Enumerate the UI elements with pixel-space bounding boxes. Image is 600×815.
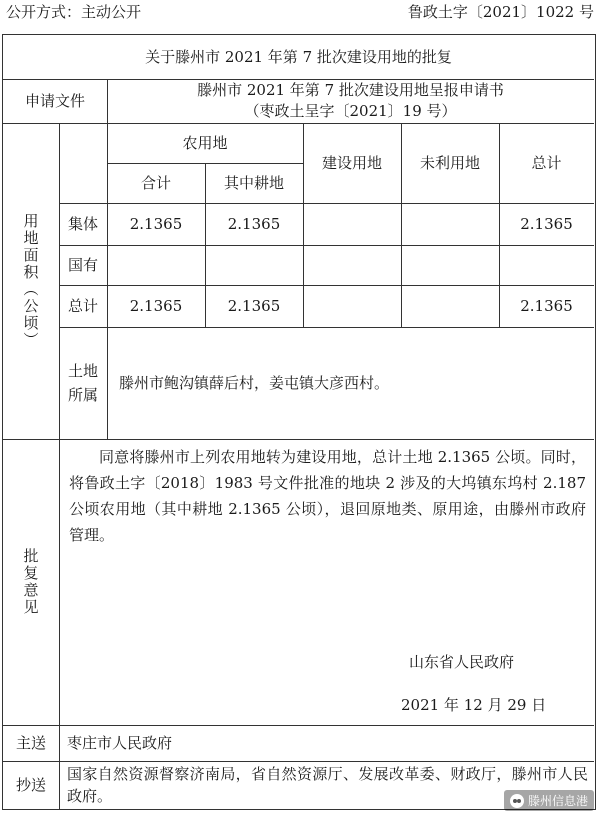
total-unused [401,285,499,327]
application-document [107,79,594,123]
total-construction [303,285,401,327]
document-number: 鲁政土字〔2021〕1022 号 [407,3,594,21]
state-unused [401,245,499,285]
col-unused: 未利用地 [419,153,480,172]
application-ref: （枣政土呈字〔2021〕19 号） [244,102,457,120]
col-arable: 其中耕地 [223,173,284,192]
collective-grand: 2.1365 [520,215,573,233]
application-label: 申请文件 [24,91,85,110]
main-send-label: 主送 [15,733,46,752]
watermark [504,790,594,811]
col-grand-total: 总计 [531,153,562,172]
collective-total: 2.1365 [129,215,183,233]
collective-arable: 2.1365 [227,215,281,233]
form-title: 关于滕州市 2021 年第 7 批次建设用地的批复 [145,47,452,66]
rule [205,163,206,327]
land-area-label: 用地面积（公顷） [21,213,40,349]
state-arable [205,245,303,285]
rule [401,123,402,327]
opinion-label: 批复意见 [21,548,40,616]
ownership-value: 滕州市鲍沟镇薛后村，姜屯镇大彦西村。 [119,373,390,392]
row-label-collective: 集体 [67,214,98,233]
col-construction: 建设用地 [321,153,382,172]
rule [59,123,60,809]
approval-form [2,34,596,810]
rule [59,245,594,246]
rule [3,439,594,440]
cc-value: 国家自然资源督察济南局，省自然资源厅、发展改革委、财政厅，滕州市人民政府。 [67,765,588,805]
collective-construction [303,203,401,245]
rule [59,203,594,204]
state-construction [303,245,401,285]
rule [107,123,108,439]
approval-date: 2021 年 12 月 29 日 [401,696,547,714]
rule [59,285,594,286]
watermark-text: 滕州信息港 [527,794,588,808]
rule [3,725,594,726]
state-grand [499,245,594,285]
application-title: 滕州市 2021 年第 7 批次建设用地呈报申请书 [197,81,504,99]
ownership-label: 土地所属 [67,362,98,404]
opinion-text: 同意将滕州市上列农用地转为建设用地，总计土地 2.1365 公顷。同时，将鲁政土字〔2018〕1983 号文件批准的地块 2 涉及的大坞镇东坞村 2.187 公顷农用地（其中耕地 2.1365 公顷），退回原地类、原用途，由滕州市政府管理。 [69,448,586,544]
total-subtotal: 2.1365 [129,297,183,315]
rule [303,123,304,327]
collective-unused [401,203,499,245]
rule [499,123,500,327]
issuer: 山东省人民政府 [409,653,515,671]
total-arable: 2.1365 [227,297,281,315]
col-farmland: 农用地 [182,133,228,152]
row-label-state: 国有 [67,255,98,274]
col-subtotal: 合计 [140,173,171,192]
chat-bubble-icon [510,794,524,808]
rule [3,123,594,124]
rule [3,79,594,80]
disclosure-method: 公开方式：主动公开 [6,3,142,21]
total-grand: 2.1365 [520,297,573,315]
rule [59,327,594,328]
main-send-value: 枣庄市人民政府 [67,733,173,752]
cc-label: 抄送 [15,775,46,794]
rule [3,761,594,762]
state-total [107,245,205,285]
rule [107,79,108,123]
row-label-total: 总计 [67,296,98,315]
